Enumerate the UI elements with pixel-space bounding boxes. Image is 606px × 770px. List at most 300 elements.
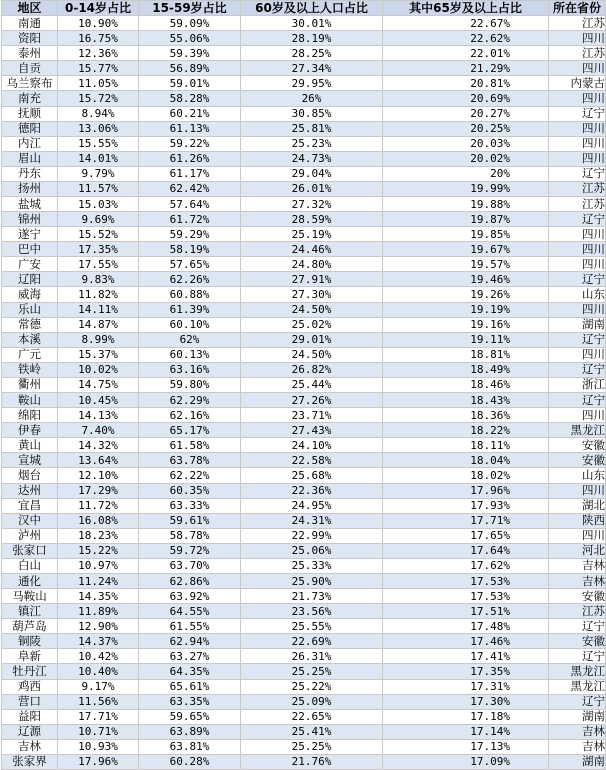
province-cell[interactable]: 吉林 <box>549 573 606 588</box>
province-cell[interactable]: 山东 <box>549 468 606 483</box>
age-15-59-cell[interactable]: 63.33% <box>139 498 241 513</box>
province-cell[interactable]: 浙江 <box>549 377 606 392</box>
header-province[interactable]: 所在省份 <box>549 1 606 16</box>
region-cell[interactable]: 马鞍山 <box>2 589 58 604</box>
age-0-14-cell[interactable]: 14.11% <box>58 302 139 317</box>
age-15-59-cell[interactable]: 64.55% <box>139 604 241 619</box>
region-cell[interactable]: 资阳 <box>2 31 58 46</box>
region-cell[interactable]: 乌兰察布 <box>2 76 58 91</box>
region-cell[interactable]: 阜新 <box>2 649 58 664</box>
age-65-plus-cell[interactable]: 19.46% <box>383 272 549 287</box>
age-65-plus-cell[interactable]: 17.31% <box>383 679 549 694</box>
age-60-plus-cell[interactable]: 27.30% <box>241 287 383 302</box>
age-65-plus-cell[interactable]: 20.03% <box>383 136 549 151</box>
province-cell[interactable]: 吉林 <box>549 558 606 573</box>
age-0-14-cell[interactable]: 10.42% <box>58 649 139 664</box>
age-65-plus-cell[interactable]: 17.09% <box>383 754 549 769</box>
age-0-14-cell[interactable]: 10.40% <box>58 664 139 679</box>
region-cell[interactable]: 盐城 <box>2 197 58 212</box>
age-60-plus-cell[interactable]: 24.50% <box>241 302 383 317</box>
age-0-14-cell[interactable]: 14.13% <box>58 408 139 423</box>
age-15-59-cell[interactable]: 59.65% <box>139 709 241 724</box>
province-cell[interactable]: 江苏 <box>549 604 606 619</box>
age-65-plus-cell[interactable]: 19.16% <box>383 317 549 332</box>
age-60-plus-cell[interactable]: 25.23% <box>241 136 383 151</box>
age-65-plus-cell[interactable]: 17.46% <box>383 634 549 649</box>
age-15-59-cell[interactable]: 59.01% <box>139 76 241 91</box>
age-15-59-cell[interactable]: 63.16% <box>139 362 241 377</box>
province-cell[interactable]: 吉林 <box>549 724 606 739</box>
age-15-59-cell[interactable]: 61.13% <box>139 121 241 136</box>
age-0-14-cell[interactable]: 10.71% <box>58 724 139 739</box>
age-65-plus-cell[interactable]: 17.51% <box>383 604 549 619</box>
age-65-plus-cell[interactable]: 19.87% <box>383 212 549 227</box>
region-cell[interactable]: 宣城 <box>2 453 58 468</box>
age-15-59-cell[interactable]: 60.28% <box>139 754 241 769</box>
age-15-59-cell[interactable]: 60.35% <box>139 483 241 498</box>
age-0-14-cell[interactable]: 10.02% <box>58 362 139 377</box>
region-cell[interactable]: 辽源 <box>2 724 58 739</box>
region-cell[interactable]: 扬州 <box>2 181 58 196</box>
age-15-59-cell[interactable]: 57.64% <box>139 197 241 212</box>
age-15-59-cell[interactable]: 65.61% <box>139 679 241 694</box>
age-0-14-cell[interactable]: 9.83% <box>58 272 139 287</box>
region-cell[interactable]: 达州 <box>2 483 58 498</box>
age-60-plus-cell[interactable]: 25.55% <box>241 619 383 634</box>
region-cell[interactable]: 遂宁 <box>2 227 58 242</box>
age-60-plus-cell[interactable]: 25.33% <box>241 558 383 573</box>
header-age-60-plus[interactable]: 60岁及以上人口占比 <box>241 1 383 16</box>
region-cell[interactable]: 张家口 <box>2 543 58 558</box>
region-cell[interactable]: 南充 <box>2 91 58 106</box>
age-15-59-cell[interactable]: 60.13% <box>139 347 241 362</box>
age-0-14-cell[interactable]: 11.24% <box>58 573 139 588</box>
age-60-plus-cell[interactable]: 25.68% <box>241 468 383 483</box>
age-65-plus-cell[interactable]: 18.11% <box>383 438 549 453</box>
age-60-plus-cell[interactable]: 26.31% <box>241 649 383 664</box>
province-cell[interactable]: 吉林 <box>549 739 606 754</box>
header-age-15-59[interactable]: 15-59岁占比 <box>139 1 241 16</box>
age-0-14-cell[interactable]: 11.89% <box>58 604 139 619</box>
region-cell[interactable]: 乐山 <box>2 302 58 317</box>
region-cell[interactable]: 内江 <box>2 136 58 151</box>
age-0-14-cell[interactable]: 13.06% <box>58 121 139 136</box>
region-cell[interactable]: 镇江 <box>2 604 58 619</box>
age-0-14-cell[interactable]: 11.72% <box>58 498 139 513</box>
age-65-plus-cell[interactable]: 19.26% <box>383 287 549 302</box>
age-60-plus-cell[interactable]: 28.19% <box>241 31 383 46</box>
age-0-14-cell[interactable]: 15.03% <box>58 197 139 212</box>
province-cell[interactable]: 安徽 <box>549 589 606 604</box>
age-60-plus-cell[interactable]: 25.25% <box>241 739 383 754</box>
age-60-plus-cell[interactable]: 28.59% <box>241 212 383 227</box>
age-0-14-cell[interactable]: 8.99% <box>58 332 139 347</box>
age-0-14-cell[interactable]: 11.56% <box>58 694 139 709</box>
age-60-plus-cell[interactable]: 25.02% <box>241 317 383 332</box>
age-65-plus-cell[interactable]: 19.88% <box>383 197 549 212</box>
age-60-plus-cell[interactable]: 24.46% <box>241 242 383 257</box>
age-60-plus-cell[interactable]: 25.90% <box>241 573 383 588</box>
province-cell[interactable]: 湖北 <box>549 498 606 513</box>
province-cell[interactable]: 陕西 <box>549 513 606 528</box>
province-cell[interactable]: 四川 <box>549 91 606 106</box>
age-60-plus-cell[interactable]: 23.56% <box>241 604 383 619</box>
province-cell[interactable]: 四川 <box>549 302 606 317</box>
age-0-14-cell[interactable]: 10.93% <box>58 739 139 754</box>
age-15-59-cell[interactable]: 62.94% <box>139 634 241 649</box>
age-65-plus-cell[interactable]: 22.62% <box>383 31 549 46</box>
age-60-plus-cell[interactable]: 30.85% <box>241 106 383 121</box>
age-0-14-cell[interactable]: 14.32% <box>58 438 139 453</box>
region-cell[interactable]: 营口 <box>2 694 58 709</box>
age-65-plus-cell[interactable]: 18.49% <box>383 362 549 377</box>
age-0-14-cell[interactable]: 14.75% <box>58 377 139 392</box>
age-65-plus-cell[interactable]: 19.11% <box>383 332 549 347</box>
age-0-14-cell[interactable]: 17.71% <box>58 709 139 724</box>
age-65-plus-cell[interactable]: 17.41% <box>383 649 549 664</box>
age-65-plus-cell[interactable]: 19.99% <box>383 181 549 196</box>
region-cell[interactable]: 威海 <box>2 287 58 302</box>
age-15-59-cell[interactable]: 58.19% <box>139 242 241 257</box>
age-15-59-cell[interactable]: 65.17% <box>139 423 241 438</box>
age-60-plus-cell[interactable]: 27.34% <box>241 61 383 76</box>
province-cell[interactable]: 辽宁 <box>549 272 606 287</box>
age-65-plus-cell[interactable]: 17.93% <box>383 498 549 513</box>
age-15-59-cell[interactable]: 63.70% <box>139 558 241 573</box>
age-15-59-cell[interactable]: 62.22% <box>139 468 241 483</box>
age-60-plus-cell[interactable]: 25.41% <box>241 724 383 739</box>
age-60-plus-cell[interactable]: 25.22% <box>241 679 383 694</box>
province-cell[interactable]: 四川 <box>549 227 606 242</box>
age-0-14-cell[interactable]: 15.55% <box>58 136 139 151</box>
age-65-plus-cell[interactable]: 19.85% <box>383 227 549 242</box>
region-cell[interactable]: 张家界 <box>2 754 58 769</box>
age-15-59-cell[interactable]: 63.27% <box>139 649 241 664</box>
age-0-14-cell[interactable]: 14.35% <box>58 589 139 604</box>
region-cell[interactable]: 鞍山 <box>2 393 58 408</box>
age-65-plus-cell[interactable]: 17.35% <box>383 664 549 679</box>
age-65-plus-cell[interactable]: 20.25% <box>383 121 549 136</box>
region-cell[interactable]: 宜昌 <box>2 498 58 513</box>
age-60-plus-cell[interactable]: 25.19% <box>241 227 383 242</box>
province-cell[interactable]: 辽宁 <box>549 694 606 709</box>
age-60-plus-cell[interactable]: 26% <box>241 91 383 106</box>
age-60-plus-cell[interactable]: 24.73% <box>241 151 383 166</box>
province-cell[interactable]: 湖南 <box>549 754 606 769</box>
region-cell[interactable]: 丹东 <box>2 166 58 181</box>
province-cell[interactable]: 四川 <box>549 257 606 272</box>
age-0-14-cell[interactable]: 8.94% <box>58 106 139 121</box>
age-15-59-cell[interactable]: 62.26% <box>139 272 241 287</box>
region-cell[interactable]: 辽阳 <box>2 272 58 287</box>
age-15-59-cell[interactable]: 60.10% <box>139 317 241 332</box>
age-0-14-cell[interactable]: 12.10% <box>58 468 139 483</box>
region-cell[interactable]: 通化 <box>2 573 58 588</box>
age-60-plus-cell[interactable]: 29.01% <box>241 332 383 347</box>
province-cell[interactable]: 四川 <box>549 151 606 166</box>
province-cell[interactable]: 辽宁 <box>549 362 606 377</box>
province-cell[interactable]: 黑龙江 <box>549 679 606 694</box>
age-65-plus-cell[interactable]: 17.96% <box>383 483 549 498</box>
region-cell[interactable]: 锦州 <box>2 212 58 227</box>
age-15-59-cell[interactable]: 57.65% <box>139 257 241 272</box>
age-60-plus-cell[interactable]: 24.50% <box>241 347 383 362</box>
age-15-59-cell[interactable]: 60.21% <box>139 106 241 121</box>
header-age-65-plus[interactable]: 其中65岁及以上占比 <box>383 1 549 16</box>
age-65-plus-cell[interactable]: 18.04% <box>383 453 549 468</box>
province-cell[interactable]: 四川 <box>549 31 606 46</box>
province-cell[interactable]: 辽宁 <box>549 393 606 408</box>
age-15-59-cell[interactable]: 59.39% <box>139 46 241 61</box>
age-0-14-cell[interactable]: 15.37% <box>58 347 139 362</box>
age-65-plus-cell[interactable]: 18.36% <box>383 408 549 423</box>
region-cell[interactable]: 铜陵 <box>2 634 58 649</box>
age-60-plus-cell[interactable]: 25.44% <box>241 377 383 392</box>
age-65-plus-cell[interactable]: 17.18% <box>383 709 549 724</box>
age-0-14-cell[interactable]: 14.37% <box>58 634 139 649</box>
province-cell[interactable]: 安徽 <box>549 634 606 649</box>
region-cell[interactable]: 自贡 <box>2 61 58 76</box>
region-cell[interactable]: 巴中 <box>2 242 58 257</box>
age-65-plus-cell[interactable]: 18.43% <box>383 393 549 408</box>
region-cell[interactable]: 眉山 <box>2 151 58 166</box>
age-65-plus-cell[interactable]: 17.53% <box>383 589 549 604</box>
age-15-59-cell[interactable]: 63.35% <box>139 694 241 709</box>
age-0-14-cell[interactable]: 10.97% <box>58 558 139 573</box>
province-cell[interactable]: 黑龙江 <box>549 423 606 438</box>
age-60-plus-cell[interactable]: 24.31% <box>241 513 383 528</box>
age-65-plus-cell[interactable]: 19.67% <box>383 242 549 257</box>
province-cell[interactable]: 河北 <box>549 543 606 558</box>
age-0-14-cell[interactable]: 14.87% <box>58 317 139 332</box>
age-60-plus-cell[interactable]: 21.73% <box>241 589 383 604</box>
age-65-plus-cell[interactable]: 19.19% <box>383 302 549 317</box>
age-60-plus-cell[interactable]: 26.01% <box>241 181 383 196</box>
age-65-plus-cell[interactable]: 17.71% <box>383 513 549 528</box>
region-cell[interactable]: 铁岭 <box>2 362 58 377</box>
age-0-14-cell[interactable]: 11.05% <box>58 76 139 91</box>
age-0-14-cell[interactable]: 17.55% <box>58 257 139 272</box>
province-cell[interactable]: 四川 <box>549 483 606 498</box>
region-cell[interactable]: 南通 <box>2 16 58 31</box>
age-65-plus-cell[interactable]: 17.65% <box>383 528 549 543</box>
province-cell[interactable]: 四川 <box>549 61 606 76</box>
age-0-14-cell[interactable]: 17.96% <box>58 754 139 769</box>
age-15-59-cell[interactable]: 61.55% <box>139 619 241 634</box>
region-cell[interactable]: 白山 <box>2 558 58 573</box>
province-cell[interactable]: 辽宁 <box>549 649 606 664</box>
region-cell[interactable]: 伊春 <box>2 423 58 438</box>
age-0-14-cell[interactable]: 9.69% <box>58 212 139 227</box>
age-60-plus-cell[interactable]: 27.43% <box>241 423 383 438</box>
region-cell[interactable]: 鸡西 <box>2 679 58 694</box>
age-0-14-cell[interactable]: 15.72% <box>58 91 139 106</box>
age-60-plus-cell[interactable]: 22.69% <box>241 634 383 649</box>
age-15-59-cell[interactable]: 62.86% <box>139 573 241 588</box>
age-60-plus-cell[interactable]: 25.06% <box>241 543 383 558</box>
age-15-59-cell[interactable]: 59.80% <box>139 377 241 392</box>
age-60-plus-cell[interactable]: 24.95% <box>241 498 383 513</box>
province-cell[interactable]: 江苏 <box>549 46 606 61</box>
age-15-59-cell[interactable]: 58.28% <box>139 91 241 106</box>
age-65-plus-cell[interactable]: 17.64% <box>383 543 549 558</box>
age-60-plus-cell[interactable]: 22.58% <box>241 453 383 468</box>
age-60-plus-cell[interactable]: 23.71% <box>241 408 383 423</box>
region-cell[interactable]: 广元 <box>2 347 58 362</box>
age-60-plus-cell[interactable]: 22.65% <box>241 709 383 724</box>
province-cell[interactable]: 江苏 <box>549 16 606 31</box>
region-cell[interactable]: 黄山 <box>2 438 58 453</box>
age-0-14-cell[interactable]: 17.35% <box>58 242 139 257</box>
age-15-59-cell[interactable]: 62.29% <box>139 393 241 408</box>
age-60-plus-cell[interactable]: 29.04% <box>241 166 383 181</box>
age-0-14-cell[interactable]: 12.90% <box>58 619 139 634</box>
age-0-14-cell[interactable]: 15.77% <box>58 61 139 76</box>
age-0-14-cell[interactable]: 11.82% <box>58 287 139 302</box>
region-cell[interactable]: 泰州 <box>2 46 58 61</box>
age-0-14-cell[interactable]: 16.75% <box>58 31 139 46</box>
age-60-plus-cell[interactable]: 22.99% <box>241 528 383 543</box>
age-65-plus-cell[interactable]: 20.27% <box>383 106 549 121</box>
age-0-14-cell[interactable]: 15.22% <box>58 543 139 558</box>
region-cell[interactable]: 益阳 <box>2 709 58 724</box>
age-15-59-cell[interactable]: 61.58% <box>139 438 241 453</box>
age-15-59-cell[interactable]: 63.89% <box>139 724 241 739</box>
age-65-plus-cell[interactable]: 17.30% <box>383 694 549 709</box>
province-cell[interactable]: 辽宁 <box>549 212 606 227</box>
province-cell[interactable]: 辽宁 <box>549 166 606 181</box>
province-cell[interactable]: 四川 <box>549 528 606 543</box>
province-cell[interactable]: 内蒙古 <box>549 76 606 91</box>
region-cell[interactable]: 德阳 <box>2 121 58 136</box>
age-0-14-cell[interactable]: 10.45% <box>58 393 139 408</box>
region-cell[interactable]: 汉中 <box>2 513 58 528</box>
age-65-plus-cell[interactable]: 17.48% <box>383 619 549 634</box>
age-0-14-cell[interactable]: 15.52% <box>58 227 139 242</box>
age-65-plus-cell[interactable]: 20% <box>383 166 549 181</box>
age-0-14-cell[interactable]: 11.57% <box>58 181 139 196</box>
province-cell[interactable]: 辽宁 <box>549 619 606 634</box>
province-cell[interactable]: 辽宁 <box>549 106 606 121</box>
age-0-14-cell[interactable]: 16.08% <box>58 513 139 528</box>
age-15-59-cell[interactable]: 59.09% <box>139 16 241 31</box>
region-cell[interactable]: 抚顺 <box>2 106 58 121</box>
region-cell[interactable]: 葫芦岛 <box>2 619 58 634</box>
age-15-59-cell[interactable]: 61.17% <box>139 166 241 181</box>
age-15-59-cell[interactable]: 58.78% <box>139 528 241 543</box>
age-60-plus-cell[interactable]: 25.25% <box>241 664 383 679</box>
age-15-59-cell[interactable]: 59.61% <box>139 513 241 528</box>
age-0-14-cell[interactable]: 7.40% <box>58 423 139 438</box>
province-cell[interactable]: 江苏 <box>549 197 606 212</box>
age-65-plus-cell[interactable]: 22.01% <box>383 46 549 61</box>
age-60-plus-cell[interactable]: 25.81% <box>241 121 383 136</box>
age-60-plus-cell[interactable]: 26.82% <box>241 362 383 377</box>
age-65-plus-cell[interactable]: 20.69% <box>383 91 549 106</box>
age-65-plus-cell[interactable]: 17.14% <box>383 724 549 739</box>
age-15-59-cell[interactable]: 59.29% <box>139 227 241 242</box>
region-cell[interactable]: 广安 <box>2 257 58 272</box>
region-cell[interactable]: 衢州 <box>2 377 58 392</box>
age-15-59-cell[interactable]: 64.35% <box>139 664 241 679</box>
age-0-14-cell[interactable]: 9.79% <box>58 166 139 181</box>
province-cell[interactable]: 山东 <box>549 287 606 302</box>
age-15-59-cell[interactable]: 63.78% <box>139 453 241 468</box>
age-60-plus-cell[interactable]: 27.32% <box>241 197 383 212</box>
age-0-14-cell[interactable]: 18.23% <box>58 528 139 543</box>
province-cell[interactable]: 四川 <box>549 347 606 362</box>
age-60-plus-cell[interactable]: 28.25% <box>241 46 383 61</box>
province-cell[interactable]: 江苏 <box>549 181 606 196</box>
province-cell[interactable]: 湖南 <box>549 317 606 332</box>
age-65-plus-cell[interactable]: 21.29% <box>383 61 549 76</box>
age-60-plus-cell[interactable]: 24.80% <box>241 257 383 272</box>
age-60-plus-cell[interactable]: 21.76% <box>241 754 383 769</box>
age-65-plus-cell[interactable]: 18.46% <box>383 377 549 392</box>
age-65-plus-cell[interactable]: 17.53% <box>383 573 549 588</box>
province-cell[interactable]: 湖南 <box>549 709 606 724</box>
age-65-plus-cell[interactable]: 22.67% <box>383 16 549 31</box>
province-cell[interactable]: 四川 <box>549 136 606 151</box>
region-cell[interactable]: 吉林 <box>2 739 58 754</box>
age-60-plus-cell[interactable]: 27.26% <box>241 393 383 408</box>
age-15-59-cell[interactable]: 61.72% <box>139 212 241 227</box>
age-65-plus-cell[interactable]: 17.62% <box>383 558 549 573</box>
age-15-59-cell[interactable]: 60.88% <box>139 287 241 302</box>
age-60-plus-cell[interactable]: 27.91% <box>241 272 383 287</box>
age-60-plus-cell[interactable]: 25.09% <box>241 694 383 709</box>
province-cell[interactable]: 四川 <box>549 408 606 423</box>
age-0-14-cell[interactable]: 10.90% <box>58 16 139 31</box>
age-15-59-cell[interactable]: 62% <box>139 332 241 347</box>
region-cell[interactable]: 牡丹江 <box>2 664 58 679</box>
region-cell[interactable]: 常德 <box>2 317 58 332</box>
age-60-plus-cell[interactable]: 22.36% <box>241 483 383 498</box>
province-cell[interactable]: 四川 <box>549 121 606 136</box>
age-60-plus-cell[interactable]: 29.95% <box>241 76 383 91</box>
age-65-plus-cell[interactable]: 20.02% <box>383 151 549 166</box>
age-60-plus-cell[interactable]: 24.10% <box>241 438 383 453</box>
age-0-14-cell[interactable]: 13.64% <box>58 453 139 468</box>
age-15-59-cell[interactable]: 59.72% <box>139 543 241 558</box>
province-cell[interactable]: 安徽 <box>549 438 606 453</box>
age-15-59-cell[interactable]: 56.89% <box>139 61 241 76</box>
province-cell[interactable]: 安徽 <box>549 453 606 468</box>
header-region[interactable]: 地区 <box>2 1 58 16</box>
age-65-plus-cell[interactable]: 20.81% <box>383 76 549 91</box>
region-cell[interactable]: 本溪 <box>2 332 58 347</box>
age-15-59-cell[interactable]: 59.22% <box>139 136 241 151</box>
region-cell[interactable]: 绵阳 <box>2 408 58 423</box>
age-65-plus-cell[interactable]: 18.81% <box>383 347 549 362</box>
age-0-14-cell[interactable]: 12.36% <box>58 46 139 61</box>
region-cell[interactable]: 泸州 <box>2 528 58 543</box>
age-15-59-cell[interactable]: 62.16% <box>139 408 241 423</box>
age-15-59-cell[interactable]: 63.81% <box>139 739 241 754</box>
age-15-59-cell[interactable]: 61.39% <box>139 302 241 317</box>
province-cell[interactable]: 辽宁 <box>549 332 606 347</box>
age-60-plus-cell[interactable]: 30.01% <box>241 16 383 31</box>
province-cell[interactable]: 黑龙江 <box>549 664 606 679</box>
age-65-plus-cell[interactable]: 18.02% <box>383 468 549 483</box>
age-15-59-cell[interactable]: 55.06% <box>139 31 241 46</box>
age-15-59-cell[interactable]: 61.26% <box>139 151 241 166</box>
region-cell[interactable]: 烟台 <box>2 468 58 483</box>
age-0-14-cell[interactable]: 17.29% <box>58 483 139 498</box>
age-65-plus-cell[interactable]: 19.57% <box>383 257 549 272</box>
province-cell[interactable]: 四川 <box>549 242 606 257</box>
age-65-plus-cell[interactable]: 18.22% <box>383 423 549 438</box>
